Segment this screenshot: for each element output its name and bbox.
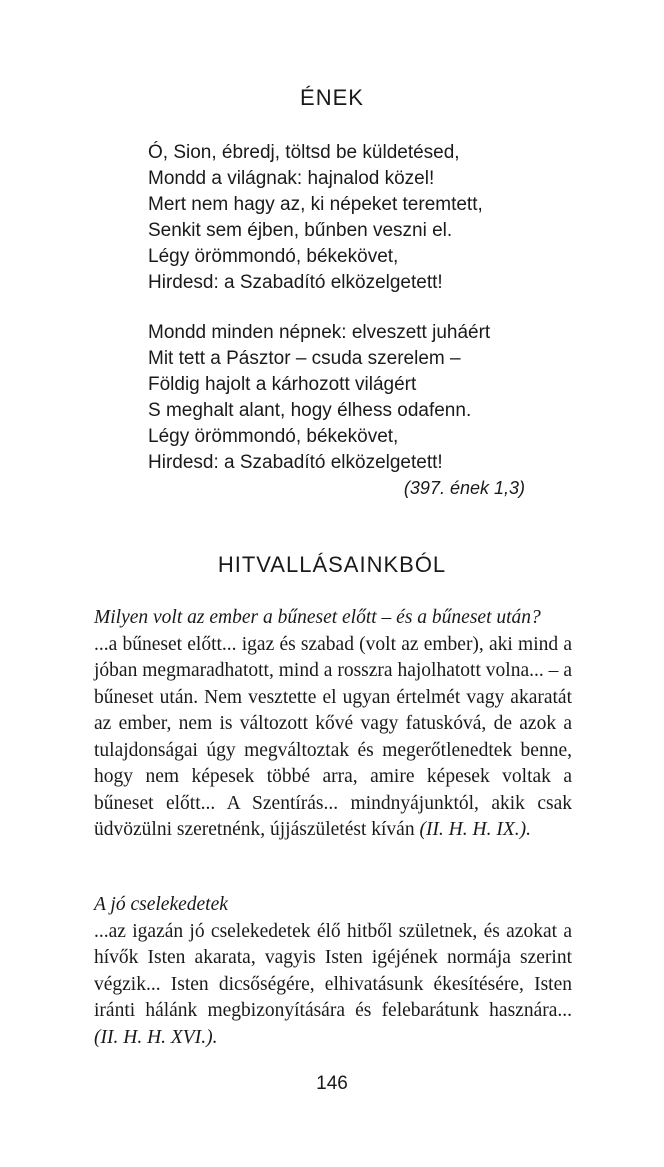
poem-line: Mit tett a Pásztor – csuda szerelem – <box>148 348 461 369</box>
poem-line: Légy örömmondó, békekövet, <box>148 246 399 267</box>
confession-question-1: Milyen volt az ember a bűneset előtt – és a bűneset után? <box>94 607 541 628</box>
page-number: 146 <box>316 1073 348 1094</box>
poem-line: Hirdesd: a Szabadító elközelgetett! <box>148 272 443 293</box>
confession-answer-2: ...az igazán jó cselekedetek élő hitből születnek, és azokat a hívők Isten akarata, vagyis Isten igéjének normája szerint végzik... Isten dicsőségére, elhivatásunk ékesítésére, Isten iránti hálánk megbizonyítására és felebarátunk hasznára... <box>94 920 572 1021</box>
song-stanza-1 <box>148 140 548 296</box>
confession-question-2: A jó cselekedetek <box>94 894 228 915</box>
song-title: ÉNEK <box>300 85 364 110</box>
poem-line: Ó, Sion, ébredj, töltsd be küldetésed, <box>148 142 460 163</box>
song-stanza-2 <box>148 320 548 476</box>
poem-line: Senkit sem éjben, bűnben veszni el. <box>148 220 453 241</box>
poem-line: S meghalt alant, hogy élhess odafenn. <box>148 400 472 421</box>
confession-block-1 <box>94 605 572 844</box>
confession-citation-2: (II. H. H. XVI.). <box>94 1026 218 1048</box>
poem-line: Mondd minden népnek: elveszett juháért <box>148 322 491 343</box>
confession-citation-1: (II. H. H. IX.). <box>419 819 531 840</box>
poem-line: Mert nem hagy az, ki népeket teremtett, <box>148 194 483 215</box>
confession-title: HITVALLÁSAINKBÓL <box>217 552 447 577</box>
song-reference: (397. ének 1,3) <box>403 478 525 498</box>
poem-line: Mondd a világnak: hajnalod közel! <box>148 168 435 189</box>
confession-answer-1: ...a bűneset előtt... igaz és szabad (volt az ember), aki mind a jóban megmaradhatott, mind a rosszra hajolhatott volna... – a bűneset után. Nem vesztette el ugyan értelmét vagy akaratát az ember, nem is változott kővé vagy fatuskóvá, de azok a tulajdonságai úgy megváltoztak és megerőtlenedtek benne, hogy nem képesek többé arra, amire képesek voltak a bűneset előtt... A Szentírás... mindnyájunktól, akik csak üdvözülni szeretnénk, újjászületést kíván <box>94 633 572 840</box>
poem-line: Légy örömmondó, békekövet, <box>148 426 399 447</box>
confession-block-2 <box>94 892 572 1051</box>
poem-line: Földig hajolt a kárhozott világért <box>148 374 417 395</box>
poem-line: Hirdesd: a Szabadító elközelgetett! <box>148 452 443 473</box>
